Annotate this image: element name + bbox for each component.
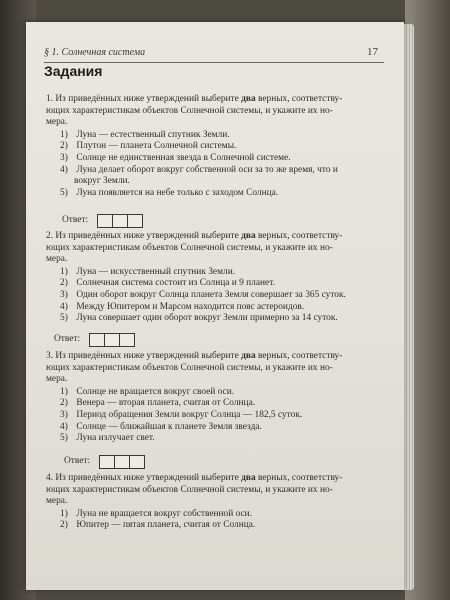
task-intro-text: верных, соответству-: [255, 351, 343, 361]
option-number: 3): [60, 290, 68, 300]
task-intro-line: мера.: [46, 496, 68, 507]
answer-option: [60, 267, 380, 279]
running-head-title: § 1. Солнечная система: [44, 47, 146, 58]
option-line: [60, 302, 380, 314]
answer-cell[interactable]: [114, 455, 130, 469]
task-intro-line: ющих характеристикам объектов Солнечной системы, и укажите их но-: [46, 362, 333, 373]
task-intro-text: Из приведённых ниже утверждений выберите: [55, 94, 242, 104]
option-line: [60, 188, 380, 200]
answer-option: [60, 290, 380, 302]
page-number: 17: [367, 46, 378, 58]
option-number: 3): [60, 153, 68, 163]
task-intro-line: [46, 94, 382, 106]
option-number: 2): [60, 520, 68, 531]
task-keyword: два: [241, 231, 256, 241]
answer-option: [60, 153, 380, 165]
option-line: [60, 313, 380, 325]
option-number: 5): [60, 313, 68, 324]
task-intro-text: верных, соответству-: [255, 473, 343, 483]
task-intro-line: [46, 351, 382, 363]
answer-option: [60, 410, 380, 422]
option-number: 2): [60, 278, 68, 289]
task-intro-text: Из приведённых ниже утверждений выберите: [55, 473, 242, 483]
task-number: 1.: [46, 94, 56, 104]
task-intro-line: [46, 231, 382, 243]
option-text: Солнечная система состоит из Солнца и 9 планет.: [74, 278, 275, 289]
option-number: 5): [60, 187, 68, 198]
answer-option: [60, 509, 380, 521]
answer-cell[interactable]: [127, 214, 143, 228]
option-number: 1): [60, 508, 68, 519]
answer-label: Ответ:: [62, 215, 89, 225]
task-intro-text: верных, соответству-: [255, 94, 343, 104]
answer-option: [60, 520, 380, 532]
option-text: Один оборот вокруг Солнца планета Земля совершает за 365 суток.: [74, 290, 346, 300]
option-text: Плутон — планета Солнечной системы.: [74, 141, 237, 152]
answer-cell[interactable]: [119, 333, 135, 347]
answer-cell[interactable]: [129, 455, 145, 469]
answer-option: [60, 130, 380, 142]
option-line: [60, 410, 380, 422]
option-text: Луна — естественный спутник Земли.: [74, 129, 230, 140]
option-line: [60, 387, 380, 399]
answer-option: [60, 433, 380, 445]
answer-option: [60, 422, 380, 434]
option-text-continued: вокруг Земли.: [74, 176, 130, 187]
option-line: [60, 141, 380, 153]
task-intro-line: ющих характеристикам объектов Солнечной системы, и укажите их но-: [46, 484, 333, 495]
option-text: Солнце не вращается вокруг своей оси.: [74, 386, 235, 397]
answer-cell[interactable]: [112, 214, 128, 228]
answer-cell[interactable]: [89, 333, 105, 347]
task-keyword: два: [241, 94, 256, 104]
task-intro-line: [46, 473, 382, 485]
option-line: [60, 398, 380, 410]
option-line: [60, 509, 380, 521]
option-text: Венера — вторая планета, считая от Солнца.: [74, 398, 256, 409]
option-text: Солнце — ближайшая к планете Земля звезда.: [74, 421, 262, 432]
option-number: 2): [60, 141, 68, 152]
task-number: 2.: [46, 231, 56, 241]
option-line: [60, 130, 380, 142]
answer-label: Ответ:: [54, 334, 81, 344]
task-intro-text: Из приведённых ниже утверждений выберите: [55, 351, 242, 361]
task-intro: [46, 231, 382, 266]
option-number: 4): [60, 421, 68, 432]
option-line: [60, 267, 380, 279]
option-number: 2): [60, 398, 68, 409]
task-intro-line: мера.: [46, 374, 68, 385]
section-title: Задания: [44, 63, 103, 79]
task-keyword: два: [241, 473, 256, 483]
task-intro: [46, 473, 382, 508]
answer-cell[interactable]: [97, 214, 113, 228]
answer-option: [60, 398, 380, 410]
task-intro-text: верных, соответству-: [255, 231, 343, 241]
option-number: 1): [60, 129, 68, 140]
option-number: 3): [60, 410, 68, 420]
option-line: [60, 422, 380, 434]
option-number: 1): [60, 386, 68, 397]
answer-label: Ответ:: [64, 456, 91, 466]
option-text: Луна не вращается вокруг собственной оси.: [74, 508, 253, 519]
option-text: Луна излучает свет.: [74, 433, 155, 444]
task-intro: [46, 94, 382, 129]
answer-option: [60, 141, 380, 153]
option-line: [60, 290, 380, 302]
task-number: 3.: [46, 351, 56, 361]
option-text: Луна — искусственный спутник Земли.: [74, 266, 236, 277]
task-keyword: два: [241, 351, 256, 361]
option-text: Солнце не единственная звезда в Солнечной системе.: [74, 153, 291, 163]
task-intro-line: мера.: [46, 254, 68, 265]
answer-option: [60, 313, 380, 325]
task-number: 4.: [46, 473, 56, 483]
option-number: 4): [60, 164, 68, 175]
book-page: [26, 22, 404, 590]
answer-option: [60, 278, 380, 290]
task-intro-line: ющих характеристикам объектов Солнечной системы, и укажите их но-: [46, 242, 333, 253]
answer-cell[interactable]: [104, 333, 120, 347]
answer-option: [60, 302, 380, 314]
answer-cell[interactable]: [99, 455, 115, 469]
option-text: Юпитер — пятая планета, считая от Солнца.: [74, 520, 256, 531]
answer-option: [60, 387, 380, 399]
option-text: Между Юпитером и Марсом находится пояс астероидов.: [74, 301, 305, 312]
option-line: [60, 520, 380, 532]
option-number: 4): [60, 301, 68, 312]
option-text: Период обращения Земли вокруг Солнца — 182,5 суток.: [74, 410, 303, 420]
option-text: Луна совершает один оборот вокруг Земли примерно за 14 суток.: [74, 313, 338, 324]
tasks-container: [26, 22, 404, 590]
option-line: [60, 278, 380, 290]
task-intro-line: мера.: [46, 117, 68, 128]
task-intro-line: ющих характеристикам объектов Солнечной системы, и укажите их но-: [46, 105, 333, 116]
option-line: [60, 153, 380, 165]
option-text: Луна делает оборот вокруг собственной оси за то же время, что и: [74, 164, 338, 175]
task-intro-text: Из приведённых ниже утверждений выберите: [55, 231, 242, 241]
option-number: 1): [60, 266, 68, 277]
option-line: [60, 433, 380, 445]
option-text: Луна появляется на небе только с заходом Солнца.: [74, 187, 279, 198]
answer-option: [60, 165, 380, 188]
option-number: 5): [60, 433, 68, 444]
answer-option: [60, 188, 380, 200]
task-intro: [46, 351, 382, 386]
option-line: [60, 165, 380, 177]
